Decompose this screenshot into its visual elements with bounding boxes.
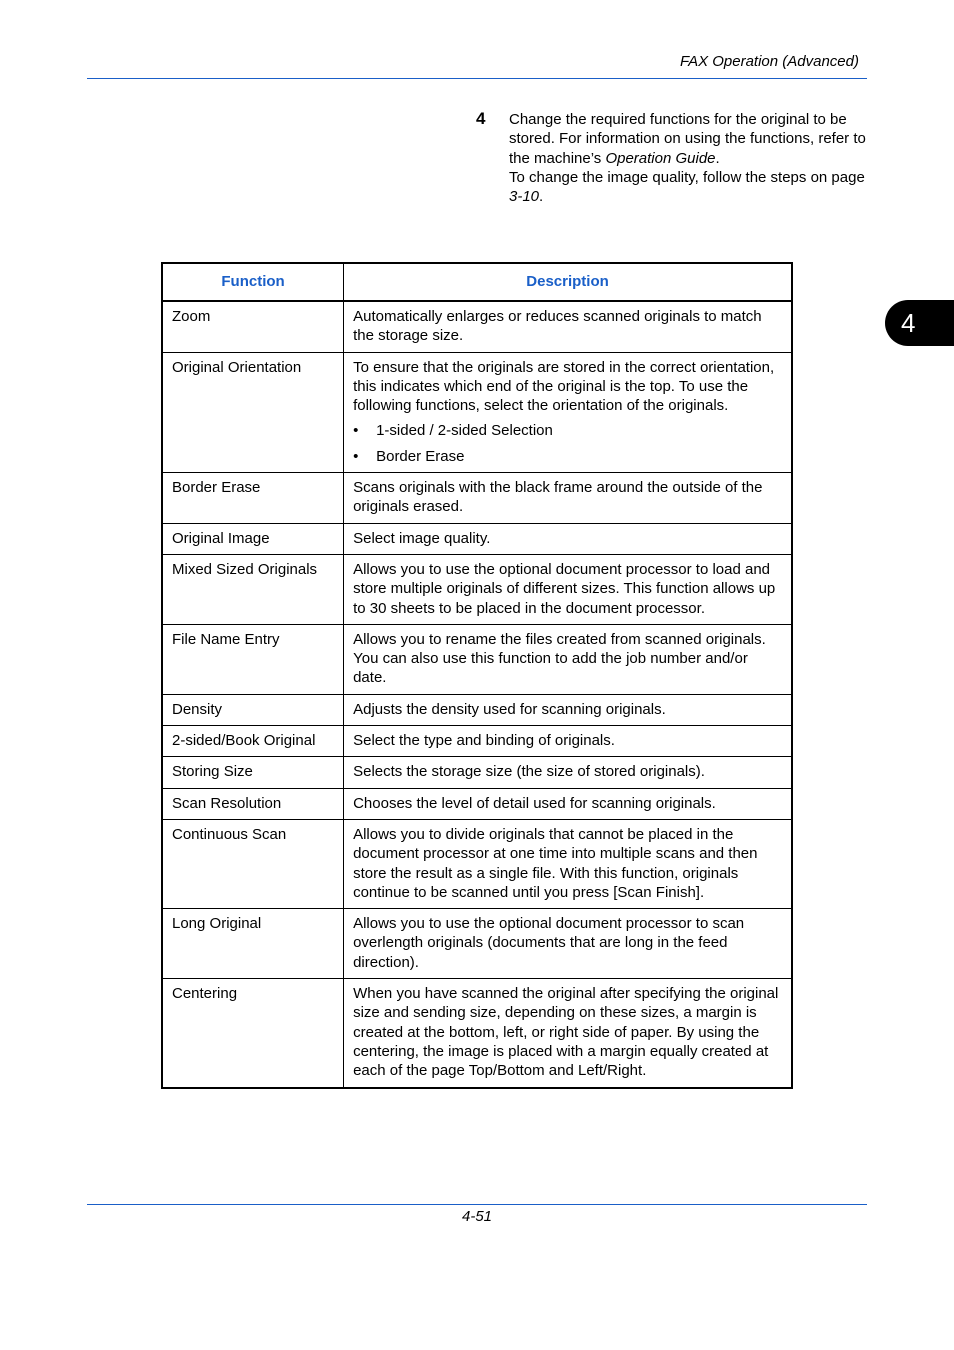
function-cell: Mixed Sized Originals <box>162 554 344 624</box>
table-row <box>162 554 792 624</box>
step-paragraph-1 <box>509 110 866 168</box>
table-row <box>162 979 792 1088</box>
step-text: . <box>539 188 544 206</box>
step-body <box>509 110 866 206</box>
function-cell: Storing Size <box>162 757 344 788</box>
function-cell: 2-sided/Book Original <box>162 726 344 757</box>
description-cell: Allows you to use the optional document processor to load and store multiple originals of different sizes. This function allows up to 30 sheets to be placed in the document processor. <box>344 554 792 624</box>
function-column-header: Function <box>162 263 344 301</box>
header-title: FAX Operation (Advanced) <box>680 53 859 70</box>
description-cell: Allows you to use the optional document processor to scan overlength originals (documents that are long in the feed direction). <box>344 909 792 979</box>
step-text: Change the required functions for the original to be stored. For information on using the functions, refer to the machine’s <box>509 111 866 167</box>
table-row <box>162 909 792 979</box>
page-number: 4-51 <box>461 1208 493 1225</box>
description-cell: Chooses the level of detail used for scanning originals. <box>344 788 792 819</box>
step-paragraph-2 <box>509 168 866 207</box>
function-cell: Long Original <box>162 909 344 979</box>
header-rule <box>87 78 867 79</box>
function-cell: Centering <box>162 979 344 1088</box>
chapter-number: 4 <box>901 308 916 338</box>
function-cell: Zoom <box>162 301 344 352</box>
step-number: 4 <box>476 109 486 128</box>
bullet-list <box>353 421 781 466</box>
table-row <box>162 473 792 524</box>
operation-guide-reference: Operation Guide <box>605 149 716 167</box>
function-cell: Density <box>162 694 344 725</box>
function-cell: Scan Resolution <box>162 788 344 819</box>
list-item: • Border Erase <box>353 447 781 466</box>
description-cell: Scans originals with the black frame around the outside of the originals erased. <box>344 473 792 524</box>
description-column-header: Description <box>344 263 792 301</box>
table-row <box>162 726 792 757</box>
list-item: • 1-sided / 2-sided Selection <box>353 421 781 440</box>
page-reference: 3-10 <box>509 188 540 206</box>
description-cell: Select image quality. <box>344 523 792 554</box>
function-cell: Border Erase <box>162 473 344 524</box>
chapter-tab <box>885 300 954 346</box>
description-text: To ensure that the originals are stored in the correct orientation, this indicates which end of the original is the top. To use the following functions, select the orientation of the originals. <box>353 358 775 415</box>
description-cell: Allows you to divide originals that cannot be placed in the document processor at one time into multiple scans and then store the result as a single file. With this function, originals continue to be scanned until you press [Scan Finish]. <box>344 819 792 908</box>
table-row <box>162 757 792 788</box>
function-cell: File Name Entry <box>162 624 344 694</box>
function-table <box>161 262 793 1089</box>
description-cell: Select the type and binding of originals. <box>344 726 792 757</box>
table-header-row <box>162 263 792 301</box>
function-cell: Continuous Scan <box>162 819 344 908</box>
function-cell: Original Image <box>162 523 344 554</box>
description-cell: Adjusts the density used for scanning originals. <box>344 694 792 725</box>
step-text: To change the image quality, follow the steps on page <box>509 168 865 186</box>
table-row <box>162 301 792 352</box>
step-text: . <box>715 149 720 167</box>
description-cell: Selects the storage size (the size of stored originals). <box>344 757 792 788</box>
table-row <box>162 523 792 554</box>
table-row <box>162 352 792 472</box>
description-cell <box>344 352 792 472</box>
table-row <box>162 819 792 908</box>
table-row <box>162 694 792 725</box>
table-row <box>162 624 792 694</box>
function-cell: Original Orientation <box>162 352 344 472</box>
step-instruction <box>476 110 866 206</box>
description-cell: Automatically enlarges or reduces scanned originals to match the storage size. <box>344 301 792 352</box>
footer-rule <box>87 1204 867 1205</box>
description-cell: Allows you to rename the files created from scanned originals. You can also use this function to add the job number and/or date. <box>344 624 792 694</box>
description-cell: When you have scanned the original after specifying the original size and sending size, depending on these sizes, a margin is created at the bottom, left, or right side of paper. By using the centering, the image is placed with a margin equally created at each of the page Top/Bottom and Left/Right. <box>344 979 792 1088</box>
table-row <box>162 788 792 819</box>
